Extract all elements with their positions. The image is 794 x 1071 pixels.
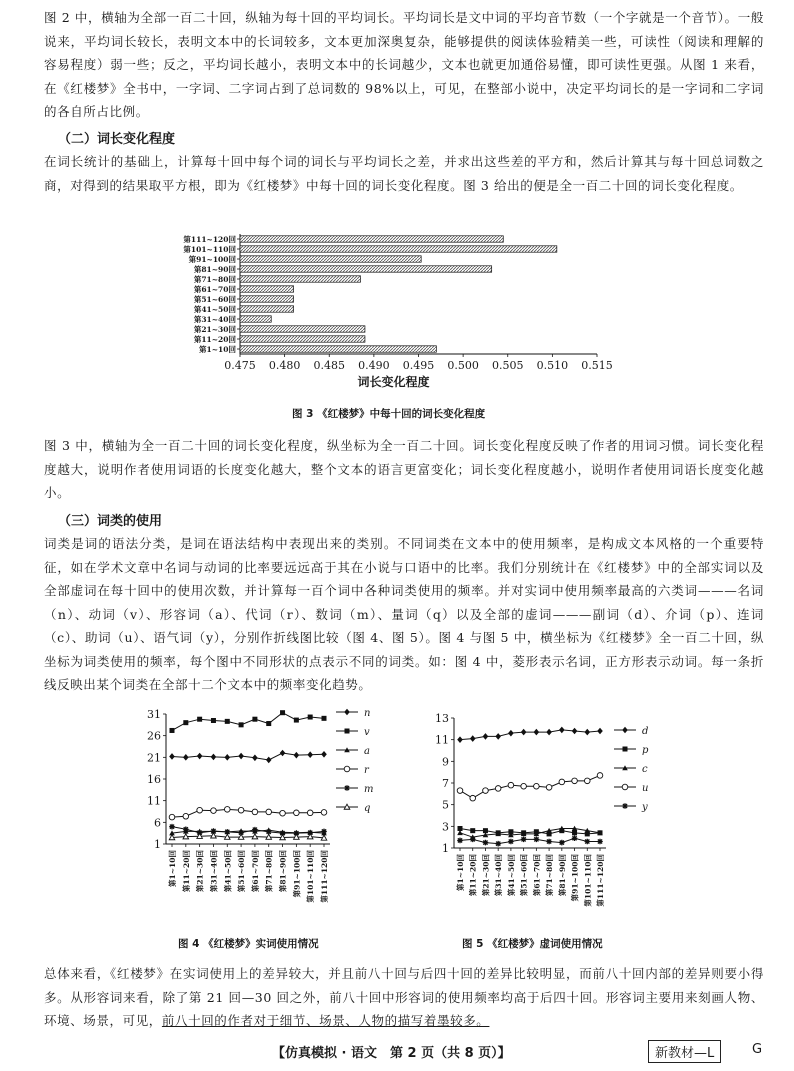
fig5-point [457, 736, 463, 743]
fig3-bar [240, 256, 421, 262]
fig5-point [597, 773, 603, 779]
fig4-x-tick-label: 第51~60回 [237, 850, 247, 893]
fig3-category-label: 第31~40回 [193, 315, 236, 324]
fig5-legend-entry [614, 764, 648, 775]
fig3-x-tick-label: 0.515 [581, 359, 613, 372]
fig4-x-tick-label: 第61~70回 [250, 850, 260, 893]
fig4-legend-label: m [364, 784, 374, 795]
section-heading-2: （二）词长变化程度 [58, 132, 176, 147]
fig3-bar [240, 316, 271, 322]
fig4-x-tick-label: 第81~90回 [278, 850, 288, 893]
fig5-y-tick-label: 3 [442, 820, 449, 834]
fig4-point [252, 809, 258, 815]
fig5-point [470, 795, 476, 801]
fig5-x-tick-label: 第51~60回 [519, 854, 529, 897]
fig5-point [534, 729, 540, 736]
fig5-point [546, 785, 552, 791]
footer-edition-box: 新教材—L [648, 1040, 721, 1063]
fig5-point [457, 788, 463, 794]
fig4-series-q [169, 833, 327, 840]
fig4-point [224, 807, 230, 813]
fig4-y-tick-label: 6 [154, 816, 161, 830]
fig4-legend-label: q [364, 803, 371, 814]
fig3-category-label: 第1~10回 [199, 345, 236, 354]
fig4-point [294, 810, 300, 816]
fig5-x-tick-label: 第31~40回 [494, 854, 504, 897]
fig5-x-tick-label: 第81~90回 [557, 854, 567, 897]
fig4-legend-entry [336, 784, 373, 795]
fig4-legend-label: r [364, 765, 369, 776]
fig3-x-tick-label: 0.510 [536, 359, 569, 372]
fig4-point [183, 720, 188, 725]
fig4-y-tick-label: 1 [154, 838, 161, 851]
fig5-x-tick-label: 第11~20回 [468, 854, 478, 897]
fig4-point [169, 824, 175, 830]
fig4-point [280, 710, 285, 715]
fig5-y-tick-label: 13 [435, 712, 449, 725]
fig4-point [169, 753, 175, 760]
fig3-bar [240, 276, 360, 282]
fig5-point [534, 837, 540, 843]
fig4-x-tick-label: 第11~20回 [181, 850, 191, 893]
fig5-legend-label: d [642, 726, 649, 737]
fig5-y-tick-label: 7 [442, 777, 449, 790]
figure-3-caption: 图 3 《红楼梦》中每十回的词长变化程度 [292, 408, 486, 420]
fig3-category-label: 第101~110回 [183, 245, 236, 254]
fig5-legend-label: y [642, 802, 648, 813]
figure-5-caption: 图 5 《红楼梦》虚词使用情况 [462, 938, 603, 950]
fig4-point [211, 754, 217, 761]
fig5-point [521, 783, 527, 789]
fig4-point [294, 752, 300, 759]
paragraph-5-text: 总体来看，《红楼梦》在实词使用上的差异较大，并且前八十回与后四十回的差异比较明显，而前八十回内部的差异则要小得多。从形容词来看，除了第 21 回—30 回之外，前八十回中形容词的使用频率均高于后四十回。形容词主要用来刻画人物、环境、场景，可见， [44, 966, 764, 1028]
fig5-point [597, 728, 603, 735]
fig5-legend-entry [614, 745, 649, 756]
fig4-y-tick-label: 16 [147, 773, 161, 786]
figure-3-chart [0, 228, 794, 388]
fig3-x-tick-label: 0.485 [313, 359, 345, 372]
fig4-legend-point [344, 766, 350, 772]
fig4-y-tick-label: 26 [147, 729, 161, 743]
fig4-point [322, 716, 327, 721]
fig4-legend-point [344, 709, 350, 716]
fig3-x-tick-label: 0.490 [358, 359, 390, 372]
paragraph-4: 词类是词的语法分类，是词在语法结构中表现出来的类别。不同词类在文本中的使用频率，是构成文本风格的一个重要特征，如在学术文章中名词与动词的比率要远远高于其在小说与口语中的比率。我们分别统计在《红楼梦》中的全部实词以及全部虚词在每十回中的使用次数，并计算每一百个词中各种词类使用的频率。并对实词中使用频率最高的六类词———名词（n）、动词（v）、形容词（a）、代词（r）、数词（m）、量词（q）以及全部的虚词———副词（d）、介词（p）、连词（c）、助词（u）、语气词（y），分别作折线图比较（图 4、图 5）。图 4 与图 5 中，横坐标为《红楼梦》全一百二十回，纵坐标为词类使用的频率，每个图中不同形状的点表示不同的词类。如：图 4 中，菱形表示名词，正方形表示动词。每一条折线反映出某个词类在全部十二个文本中的频率变化趋势。 [44, 536, 764, 692]
fig3-x-tick-label: 0.475 [224, 359, 256, 372]
fig4-point [183, 754, 189, 761]
fig4-point [238, 753, 244, 760]
fig4-point [266, 809, 272, 815]
fig5-legend-label: p [642, 745, 649, 756]
fig4-x-tick-label: 第101~110回 [306, 850, 316, 903]
fig3-category-label: 第11~20回 [193, 335, 236, 344]
fig3-bar [240, 346, 436, 352]
fig5-legend-point [622, 803, 628, 809]
fig3-bar [240, 296, 294, 302]
fig5-point [495, 841, 501, 847]
fig5-series-p [458, 826, 603, 836]
fig4-point [197, 807, 203, 813]
fig4-point [183, 813, 189, 819]
fig3-bar [240, 236, 503, 242]
fig5-point [572, 830, 577, 835]
fig4-legend-entry [336, 765, 370, 776]
fig5-legend-point [622, 727, 628, 734]
fig5-point [495, 786, 501, 792]
fig4-point [252, 717, 257, 722]
fig4-point [169, 814, 175, 820]
figure-4-caption: 图 4 《红楼梦》实词使用情况 [178, 938, 319, 950]
fig4-x-tick-label: 第1~10回 [168, 850, 177, 887]
fig4-point [197, 717, 202, 722]
fig4-point [307, 810, 313, 816]
fig4-y-tick-label: 21 [147, 751, 161, 765]
paragraph-5 [44, 962, 764, 1033]
fig4-series-v [170, 710, 327, 733]
fig4-point [294, 718, 299, 723]
fig5-series-line [460, 730, 600, 740]
fig4-legend-point [344, 785, 350, 791]
footer-text: 【仿真模拟 · 语文 第 2 页（共 8 页）】 [272, 1046, 511, 1061]
fig4-series-line [172, 753, 324, 760]
fig4-point [266, 757, 272, 764]
fig3-category-label: 第91~100回 [188, 255, 236, 264]
fig5-point [584, 729, 590, 736]
fig5-point [470, 837, 476, 843]
fig4-legend-point [345, 729, 350, 734]
fig3-x-tick-label: 0.505 [492, 359, 524, 372]
fig4-point [211, 808, 217, 814]
fig4-point [280, 750, 286, 757]
fig4-series-r [169, 807, 327, 820]
fig4-x-tick-label: 第71~80回 [264, 850, 274, 893]
fig5-point [457, 838, 463, 844]
fig5-point [597, 839, 603, 845]
fig5-point [584, 839, 590, 845]
fig5-point [495, 733, 501, 740]
fig5-point [546, 839, 552, 845]
fig4-point [308, 715, 313, 720]
fig4-point [197, 753, 203, 760]
fig5-point [508, 782, 514, 788]
fig5-legend-point [623, 747, 628, 752]
fig5-x-tick-label: 第1~10回 [456, 854, 465, 891]
fig5-point [546, 729, 552, 736]
fig5-point [572, 778, 578, 784]
fig4-series-line [172, 836, 324, 838]
fig4-point [307, 751, 313, 758]
fig4-point [321, 810, 327, 816]
fig4-x-tick-label: 第31~40回 [209, 850, 219, 893]
fig4-point [224, 754, 230, 761]
page-footer [0, 1038, 794, 1064]
fig4-point [211, 718, 216, 723]
footer-suffix: G [752, 1042, 763, 1057]
section-heading-3: （三）词类的使用 [58, 514, 163, 529]
figure-4-chart [140, 704, 380, 929]
fig4-point [225, 719, 230, 724]
fig3-category-label: 第81~90回 [193, 265, 236, 274]
fig3-bar [240, 266, 492, 272]
fig4-series-line [172, 809, 324, 817]
fig4-x-tick-label: 第111~120回 [320, 850, 329, 903]
fig5-legend-entry [614, 726, 648, 737]
fig3-bar [240, 306, 294, 312]
paragraph-5-underlined: 前八十回的作者对于细节、场景、人物的描写着墨较多。 [161, 1013, 490, 1028]
fig3-x-tick-label: 0.480 [268, 359, 301, 372]
fig4-point [266, 721, 271, 726]
fig4-legend-entry [336, 803, 370, 814]
fig5-series-y [457, 835, 603, 846]
fig5-point [483, 840, 489, 846]
fig5-x-tick-label: 第61~70回 [532, 854, 542, 897]
figure-5-chart [428, 712, 668, 937]
fig5-point [534, 783, 540, 789]
fig4-point [170, 728, 175, 733]
fig5-legend-label: u [642, 783, 649, 794]
paragraph-1: 图 2 中，横轴为全部一百二十回，纵轴为每十回的平均词长。平均词长是文中词的平均音节数（一个字就是一个音节）。一般说来，平均词长较长，表明文本中的长词较多，文本更加深奥复杂，能够提供的阅读体验精美一些，可读性（阅读和理解的容易程度）弱一些；反之，平均词长越小，表明文本中的长词越少，文本也就更加通俗易懂，即可读性更强。从图 1 来看，在《红楼梦》全书中，一字词、二字词占到了总词数的 98%以上，可见，在整部小说中，决定平均词长的是一字词和二字词的各自所占比例。 [44, 10, 764, 119]
fig3-x-tick-label: 0.500 [447, 359, 479, 372]
fig5-point [483, 733, 489, 740]
fig4-x-tick-label: 第41~50回 [223, 850, 233, 893]
fig4-x-tick-label: 第21~30回 [195, 850, 205, 893]
fig4-point [280, 810, 286, 816]
fig5-series-line [460, 775, 600, 798]
fig5-y-tick-label: 1 [442, 842, 449, 855]
fig4-point [321, 829, 327, 835]
fig5-legend-entry [614, 802, 648, 813]
fig5-point [559, 840, 565, 846]
fig4-y-tick-label: 31 [147, 708, 161, 721]
fig3-x-tick-label: 0.495 [402, 359, 435, 372]
fig4-legend-entry [336, 708, 370, 719]
fig5-series-line [460, 838, 600, 843]
fig3-bar [240, 286, 294, 292]
fig3-category-label: 第61~70回 [193, 285, 236, 294]
fig3-category-label: 第41~50回 [193, 305, 236, 314]
fig5-x-tick-label: 第101~110回 [583, 854, 593, 907]
fig5-y-tick-label: 11 [435, 733, 449, 747]
fig3-bar [240, 336, 365, 342]
fig5-point [572, 728, 578, 735]
fig3-category-label: 第111~120回 [183, 235, 236, 244]
fig4-point [238, 807, 244, 813]
fig5-series-u [457, 773, 603, 801]
fig3-category-label: 第71~80回 [193, 275, 236, 284]
fig5-point [521, 729, 527, 736]
fig3-category-label: 第51~60回 [193, 295, 236, 304]
fig3-x-axis-label: 词长变化程度 [357, 375, 430, 388]
fig5-point [559, 727, 565, 734]
fig5-point [572, 835, 578, 841]
fig5-y-tick-label: 5 [442, 798, 449, 812]
fig5-point [508, 839, 514, 845]
fig5-y-tick-label: 9 [442, 755, 449, 769]
fig5-series-d [457, 727, 603, 743]
fig5-point [559, 779, 565, 785]
fig4-point [183, 826, 189, 832]
fig3-category-label: 第21~30回 [193, 325, 236, 334]
paragraph-3: 图 3 中，横轴为全一百二十回的词长变化程度，纵坐标为全一百二十回。词长变化程度反映了作者的用词习惯。词长变化程度越大，说明作者使用词语的长度变化越大，整个文本的语言更富变化；词长变化程度越小，说明作者使用词语长度变化越小。 [44, 438, 764, 500]
fig5-point [483, 788, 489, 794]
fig5-legend-label: c [642, 764, 648, 775]
fig4-legend-label: n [364, 708, 371, 719]
fig5-x-tick-label: 第91~100回 [570, 854, 580, 902]
fig3-bar [240, 246, 557, 252]
fig5-point [470, 735, 476, 742]
fig4-legend-label: v [364, 727, 370, 738]
fig4-point [252, 827, 258, 833]
fig4-series-line [172, 713, 324, 731]
fig5-x-tick-label: 第41~50回 [506, 854, 516, 897]
fig5-point [508, 730, 514, 737]
fig3-bar [240, 326, 365, 332]
fig5-x-tick-label: 第71~80回 [545, 854, 555, 897]
fig5-x-tick-label: 第21~30回 [481, 854, 491, 897]
fig5-point [584, 778, 590, 784]
fig4-point [239, 722, 244, 727]
fig4-y-tick-label: 11 [147, 794, 161, 808]
fig4-legend-entry [336, 727, 370, 738]
fig4-x-tick-label: 第91~100回 [292, 850, 302, 898]
fig5-point [521, 837, 527, 843]
fig5-x-tick-label: 第111~120回 [596, 854, 605, 907]
fig4-point [252, 754, 258, 761]
fig5-legend-point [622, 784, 628, 790]
fig4-point [321, 751, 327, 758]
fig5-legend-entry [614, 783, 648, 794]
fig5-point [470, 828, 475, 833]
fig4-legend-label: a [364, 746, 370, 757]
fig4-series-m [169, 824, 327, 836]
paragraph-2: 在词长统计的基础上，计算每十回中每个词的词长与平均词长之差，并求出这些差的平方和，然后计算其与每十回总词数之商，对得到的结果取平方根，即为《红楼梦》中每十回的词长变化程度。图 3 给出的便是全一百二十回的词长变化程度。 [44, 154, 764, 193]
fig4-legend-entry [336, 746, 370, 757]
fig4-series-n [169, 750, 327, 764]
